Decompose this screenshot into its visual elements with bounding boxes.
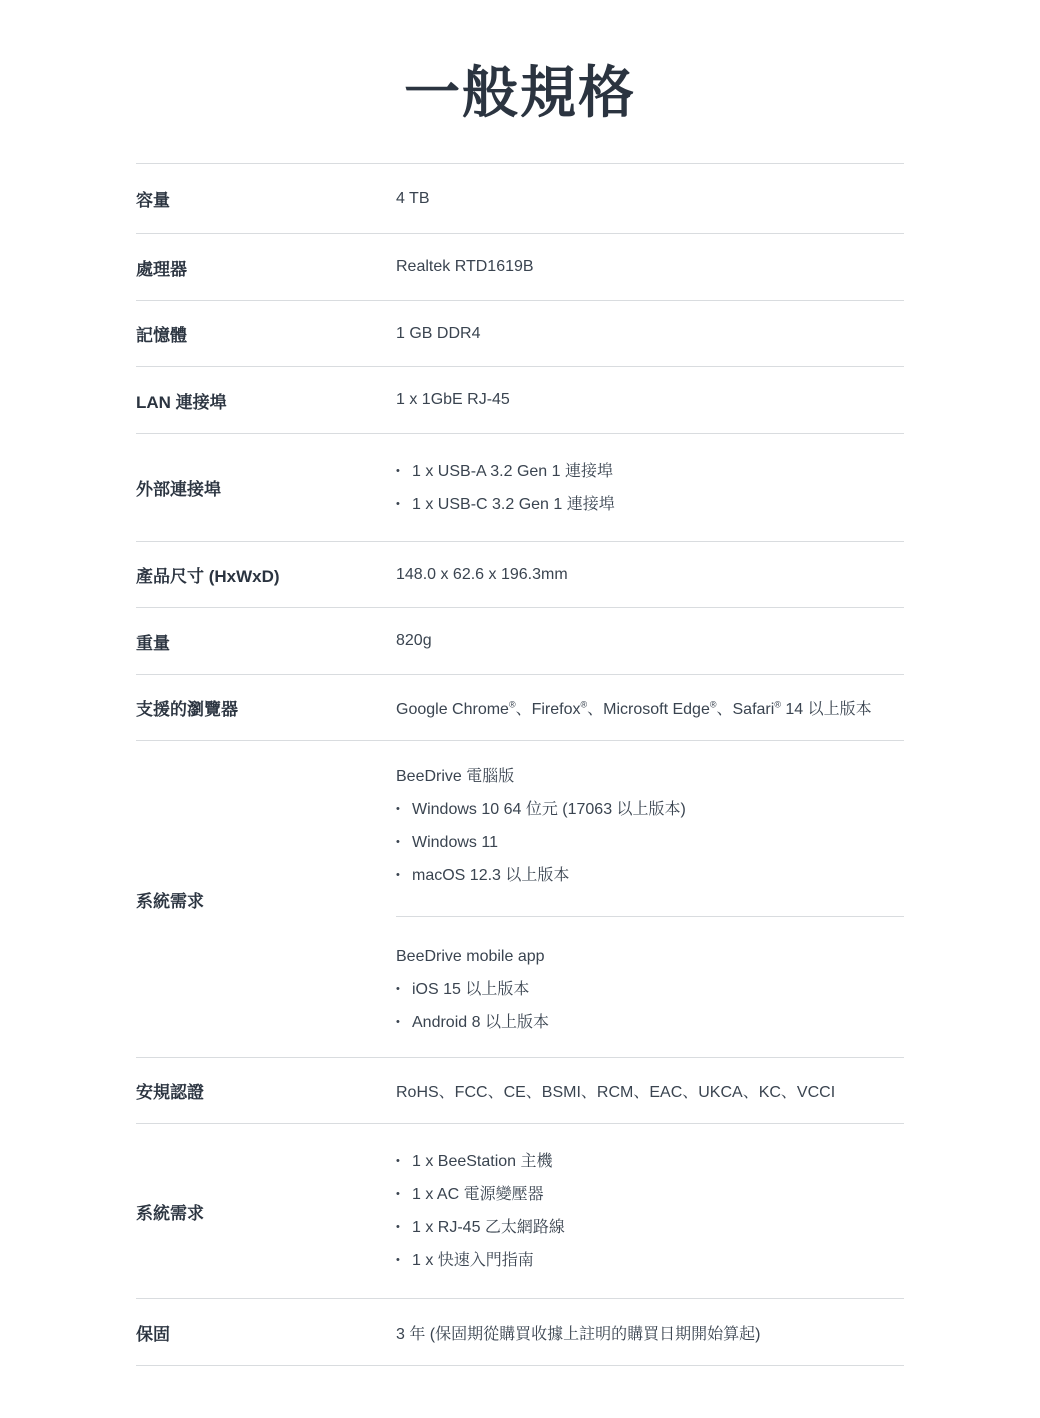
list-item: • 1 x AC 電源變壓器: [396, 1178, 904, 1211]
spec-row-dimensions: [136, 542, 904, 608]
spec-row-warranty: [136, 1299, 904, 1366]
spec-label: 外部連接埠: [136, 480, 221, 499]
mobile-group-title: BeeDrive mobile app: [396, 947, 545, 965]
browser-firefox: 、Firefox: [515, 701, 581, 718]
spec-row-system-requirements: [136, 741, 904, 1058]
spec-row-weight: [136, 608, 904, 675]
spec-table: [136, 163, 904, 1366]
spec-label: 記憶體: [136, 326, 187, 345]
spec-label: 產品尺寸 (HxWxD): [136, 567, 280, 586]
spec-row-package-contents: [136, 1124, 904, 1299]
desktop-group-title: BeeDrive 電腦版: [396, 767, 515, 785]
package-contents-list: [396, 1145, 904, 1277]
spec-value: 1 x 1GbE RJ-45: [396, 391, 510, 408]
spec-value: [396, 1145, 904, 1277]
registered-mark: ®: [580, 699, 588, 710]
spec-row-browsers: [136, 675, 904, 741]
page-title: 一般規格: [404, 61, 636, 124]
list-item: • Android 8 以上版本: [396, 1006, 904, 1039]
mobile-requirements-list: [396, 973, 904, 1039]
spec-value: [396, 696, 904, 719]
desktop-requirements-list: [396, 793, 904, 892]
list-item: • 1 x BeeStation 主機: [396, 1145, 904, 1178]
list-item: • 1 x 快速入門指南: [396, 1244, 904, 1277]
browser-chrome: Google Chrome: [396, 701, 509, 718]
spec-value: 148.0 x 62.6 x 196.3mm: [396, 565, 568, 583]
spec-value: 4 TB: [396, 189, 430, 207]
spec-label: 安規認證: [136, 1083, 204, 1102]
spec-value: 1 GB DDR4: [396, 324, 481, 342]
browser-safari: 、Safari: [716, 701, 775, 718]
spec-value: 3 年 (保固期從購買收據上註明的購買日期開始算起): [396, 1325, 761, 1343]
spec-label: LAN 連接埠: [136, 392, 227, 412]
list-item: • macOS 12.3 以上版本: [396, 859, 904, 892]
spec-label: 系統需求: [136, 1203, 204, 1223]
spec-row-certifications: [136, 1058, 904, 1124]
spec-value: RoHS、FCC、CE、BSMI、RCM、EAC、UKCA、KC、VCCI: [396, 1084, 836, 1101]
registered-mark: ®: [709, 699, 717, 710]
list-item: • Windows 11: [396, 826, 904, 859]
spec-label: 保固: [136, 1324, 170, 1344]
list-item: • 1 x RJ-45 乙太網路線: [396, 1211, 904, 1244]
list-item: • 1 x USB-A 3.2 Gen 1 連接埠: [396, 455, 904, 488]
spec-label: 重量: [136, 633, 170, 653]
list-item: • 1 x USB-C 3.2 Gen 1 連接埠: [396, 488, 904, 521]
spec-row-external-ports: [136, 434, 904, 542]
browser-version-note: 14 以上版本: [780, 701, 872, 718]
spec-value: [396, 455, 904, 521]
spec-label: 系統需求: [136, 891, 204, 911]
spec-value: Realtek RTD1619B: [396, 258, 534, 275]
spec-row-processor: [136, 234, 904, 301]
list-item: • Windows 10 64 位元 (17063 以上版本): [396, 793, 904, 826]
spec-value: [396, 760, 904, 1039]
spec-label: 處理器: [136, 259, 187, 279]
spec-row-capacity: [136, 164, 904, 234]
list-item: • iOS 15 以上版本: [396, 973, 904, 1006]
registered-mark: ®: [774, 699, 781, 710]
sub-divider: [396, 916, 904, 917]
external-ports-list: [396, 455, 904, 521]
spec-label: 支援的瀏覽器: [136, 700, 238, 719]
browser-edge: 、Microsoft Edge: [587, 701, 710, 718]
spec-row-lan: [136, 367, 904, 434]
spec-row-memory: [136, 301, 904, 367]
spec-value: 820g: [396, 632, 432, 649]
registered-mark: ®: [508, 699, 516, 710]
spec-label: 容量: [136, 191, 170, 210]
